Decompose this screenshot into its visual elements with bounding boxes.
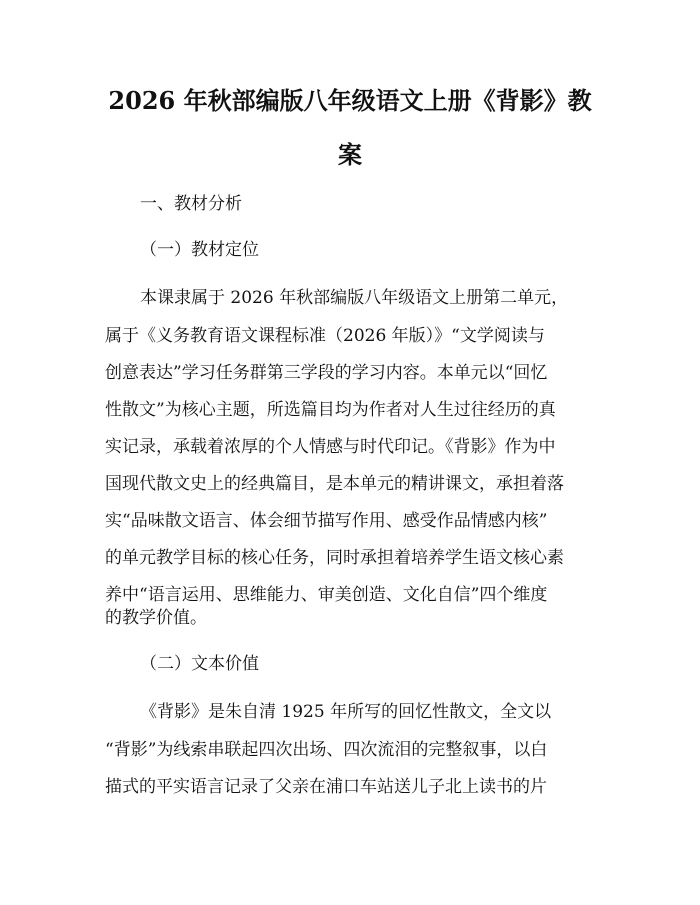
paragraph-1-line: 实记录，承载着浓厚的个人情感与时代印记。《背影》作为中 <box>105 437 556 457</box>
document-title-line-1: 2026 年秋部编版八年级语文上册《背影》教 <box>108 86 592 115</box>
paragraph-1-line: 的教学价值。 <box>105 608 207 628</box>
document-title-line-2: 案 <box>338 140 362 169</box>
subsection-heading-text-value: （二）文本价值 <box>140 654 259 674</box>
paragraph-1-line: 实“品味散文语言、体会细节描写作用、感受作品情感内核” <box>105 511 548 531</box>
paragraph-2-line: “背影”为线索串联起四次出场、四次流泪的完整叙事，以白 <box>105 740 548 760</box>
paragraph-1-line: 性散文”为核心主题，所选篇目均为作者对人生过往经历的真 <box>105 400 556 420</box>
paragraph-1-line: 养中“语言运用、思维能力、审美创造、文化自信”四个维度 <box>105 585 548 605</box>
section-heading-textbook-analysis: 一、教材分析 <box>140 194 242 214</box>
paragraph-2-line: 描式的平实语言记录了父亲在浦口车站送儿子北上读书的片 <box>105 777 547 797</box>
paragraph-1-line: 属于《义务教育语文课程标准（2026 年版）》“文学阅读与 <box>105 326 545 346</box>
paragraph-1-line: 创意表达”学习任务群第三学段的学习内容。本单元以“回忆 <box>105 363 548 383</box>
paragraph-2-line: 《背影》是朱自清 1925 年所写的回忆性散文，全文以 <box>140 702 552 722</box>
subsection-heading-positioning: （一）教材定位 <box>140 240 259 260</box>
paragraph-1-line: 的单元教学目标的核心任务，同时承担着培养学生语文核心素 <box>105 548 564 568</box>
paragraph-1-line: 国现代散文史上的经典篇目，是本单元的精讲课文，承担着落 <box>105 474 564 494</box>
paragraph-1-line: 本课隶属于 2026 年秋部编版八年级语文上册第二单元， <box>140 288 569 308</box>
